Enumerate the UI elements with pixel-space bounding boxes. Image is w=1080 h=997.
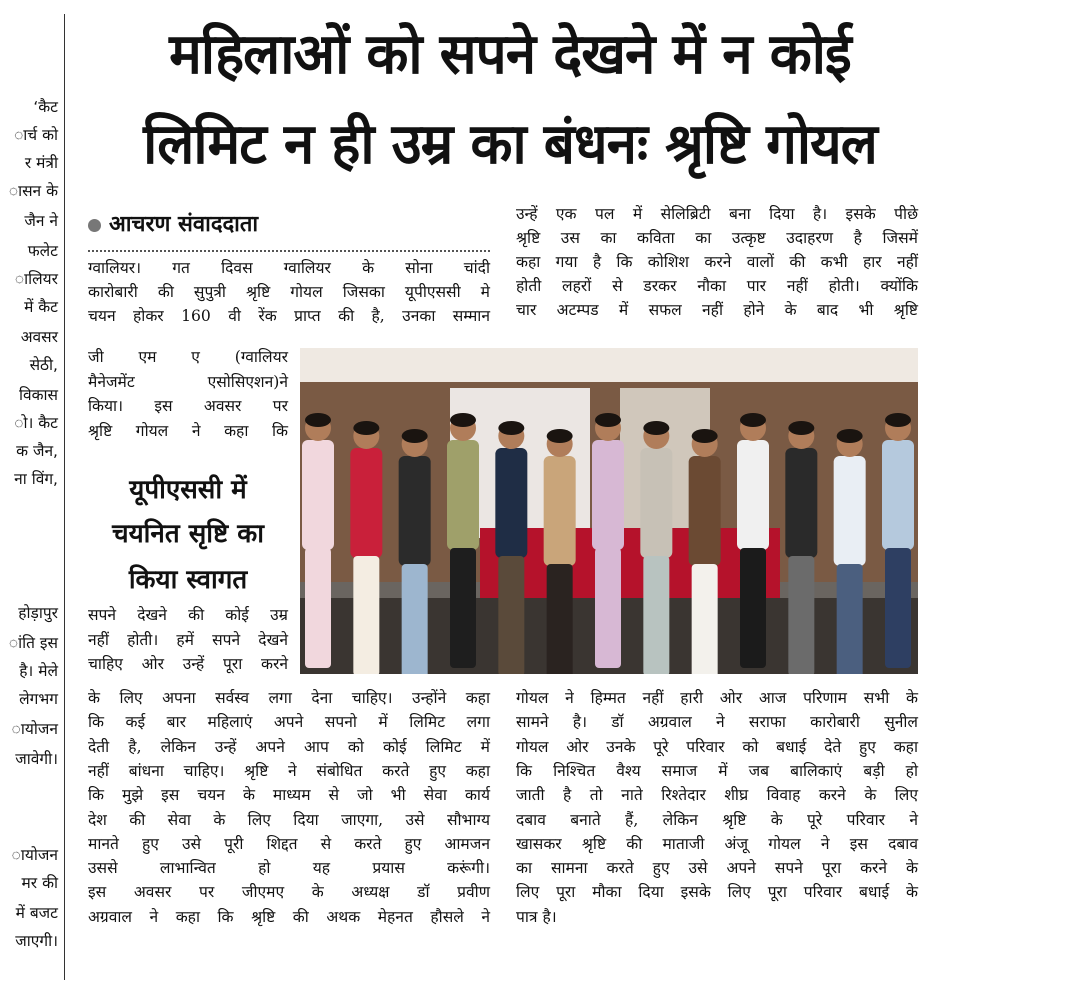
text-line: उससे लाभान्वित हो यह प्रयास करूंगी। [88,859,490,878]
text-line: कहा गया है कि कोशिश करने वालों की कभी हार नहीं [516,253,918,271]
text-line: जी एम ए (ग्वालियर [88,348,288,366]
text-line: चयन होकर 160 वी रेंक प्राप्त की है, उनका सम्मान [88,307,490,325]
fragment-line: होड़ापुर [18,604,58,622]
person-hair [837,429,863,443]
person-legs [885,548,911,668]
person-hair [595,413,621,427]
bullet-icon [88,219,101,232]
person-torso [399,456,431,566]
fragment-line: है। मेले [19,662,58,680]
fragment-line: सेठी, [29,356,58,374]
fragment-line: ायोजन [11,720,58,738]
fragment-line: र मंत्री [24,154,58,172]
ceiling [300,348,918,382]
person-hair [353,421,379,435]
fragment-line: ालियर [14,270,58,288]
person-torso [834,456,866,566]
text-line: श्रृष्टि गोयल ने कहा कि [88,421,288,440]
byline-text: आचरण संवाददाता [109,212,259,237]
person-legs [837,564,863,674]
event-photo [300,348,918,674]
person-torso [640,448,672,558]
text-line: कि कई बार महिलाएं अपने सपनो में लिमिट लगा [88,713,490,732]
person-hair [885,413,911,427]
fragment-line: में कैट [24,298,58,316]
fragment-line: ार्च को [14,126,58,144]
subhead-line: किया स्वागत [128,565,248,595]
person-torso [544,456,576,566]
person-hair [692,429,718,443]
fragment-line: लेगभग [19,690,58,708]
fragment-line: ो। कैट [14,414,58,432]
text-line: कि निश्चित वैश्य समाज में जब बालिकाएं बड़ी हो [516,761,918,780]
byline [88,208,258,238]
person-legs [595,548,621,668]
text-line: चार अटम्पड में सफल नहीं होने के बाद भी श्रृष्टि [516,301,918,319]
person-legs [547,564,573,674]
text-line: नहीं होती। हमें सपने देखने [88,630,288,649]
fragment-line: ना विंग, [14,470,58,488]
person-torso [785,448,817,558]
person-hair [402,429,428,443]
fragment-line: अवसर [20,328,58,346]
fragment-line: क जैन, [16,442,58,460]
person-hair [498,421,524,435]
text-line: दबाव बनाते हैं, लेकिन श्रृष्टि के पूरे परिवार ने [516,810,918,829]
text-line: चाहिए ओर उन्हें पूरा करने [88,655,288,673]
text-line: कारोबारी की सुपुत्री श्रृष्टि गोयल जिसका यूपीएससी मे [88,283,490,301]
person-hair [305,413,331,427]
text-line: किया। इस अवसर पर [88,397,288,415]
fragment-line: फलेट [27,242,58,260]
person-torso [447,440,479,550]
text-line: देती है, लेकिन उन्हें अपने आप को कोई लिमिट में [88,737,490,756]
text-line: जाती है तो नाते रिश्तेदार शीघ्र विवाह करने के लिए [516,786,918,805]
fragment-line: जाएगी। [15,932,58,950]
person-hair [740,413,766,427]
text-line: नहीं बांधना चाहिए। श्रृष्टि ने संबोधित करते हुए कहा [88,761,490,780]
text-line: इस अवसर पर जीएमए के अध्यक्ष डॉ प्रवीण [88,883,490,902]
person-legs [305,548,331,668]
person-legs [498,556,524,674]
subhead-line: यूपीएससी में [129,475,247,505]
text-line: सपने देखने की कोई उम्र [88,606,288,624]
text-line: उन्हें एक पल में सेलिब्रिटी बना दिया है। इसके पीछे [516,205,918,223]
fragment-line: जैन ने [24,212,58,230]
person-legs [353,556,379,674]
person-hair [788,421,814,435]
person-torso [882,440,914,550]
person-torso [689,456,721,566]
text-line: गोयल ने हिम्मत नहीं हारी ओर आज परिणाम सभी के [516,689,918,707]
person-hair [547,429,573,443]
person-legs [450,548,476,668]
text-line: मानते हुए उसे पूरी शिद्दत से करते हुए आमजन [88,834,490,853]
column-divider [64,14,65,980]
text-line: देश की सेवा के लिए दिया जाएगा, उसे सौभाग्य [88,810,490,829]
person-hair [643,421,669,435]
text-line: होती लहरों से डरकर नौका पार नहीं होती। क्योंकि [516,277,918,295]
text-line: लिए पूरा मौका दिया इसके लिए पूरा परिवार बधाई के [516,883,918,902]
person-torso [495,448,527,558]
fragment-line: ासन के [8,182,58,200]
fragment-line: जावेगी। [15,750,58,768]
text-line: गोयल ओर उनके पूरे परिवार को बधाई देते हुए कहा [516,737,918,756]
text-line: कि मुझे इस चयन के माध्यम से जो भी सेवा कार्य [88,786,490,805]
text-line: पात्र है। [516,907,557,926]
left-column-fragment [0,0,62,980]
fragment-line: में बजट [15,904,58,922]
text-line: खासकर श्रृष्टि की माताजी अंजू गोयल ने इस दबाव [516,834,918,853]
person-torso [737,440,769,550]
text-line: ग्वालियर। गत दिवस ग्वालियर के सोना चांदी [88,259,490,277]
text-line: का सामना करते हुए उसे अपने सपने पूरा करने के [516,859,918,878]
text-line: सामने है। डॉ अग्रवाल ने सराफा कारोबारी सुनील [516,713,918,732]
headline-line-1: महिलाओं को सपने देखने में न कोई [169,22,851,87]
person-torso [350,448,382,558]
text-line: मैनेजमेंट एसोसिएशन)ने [88,372,288,391]
fragment-line: ‘कैट [33,98,58,116]
text-line: श्रृष्टि उस का कविता का उत्कृष्ट उदाहरण है जिसमें [516,229,918,247]
person-legs [740,548,766,668]
group-photo-illustration [300,348,918,674]
fragment-line: मर की [21,874,58,892]
fragment-line: ांति इस [8,634,58,652]
person-hair [450,413,476,427]
text-line: के लिए अपना सर्वस्व लगा देना चाहिए। उन्होंने कहा [88,689,490,707]
fragment-line: विकास [18,386,58,404]
headline-line-2: लिमिट न ही उम्र का बंधनः श्रृष्टि गोयल [143,112,877,177]
person-legs [788,556,814,674]
person-torso [302,440,334,550]
person-legs [402,564,428,674]
fragment-line: ायोजन [11,846,58,864]
subhead-line: चयनित सृष्टि का [112,519,264,549]
text-line: अग्रवाल ने कहा कि श्रृष्टि की अथक मेहनत हौसले ने [88,907,490,926]
person-torso [592,440,624,550]
person-legs [643,556,669,674]
person-legs [692,564,718,674]
dotted-divider [88,250,490,252]
